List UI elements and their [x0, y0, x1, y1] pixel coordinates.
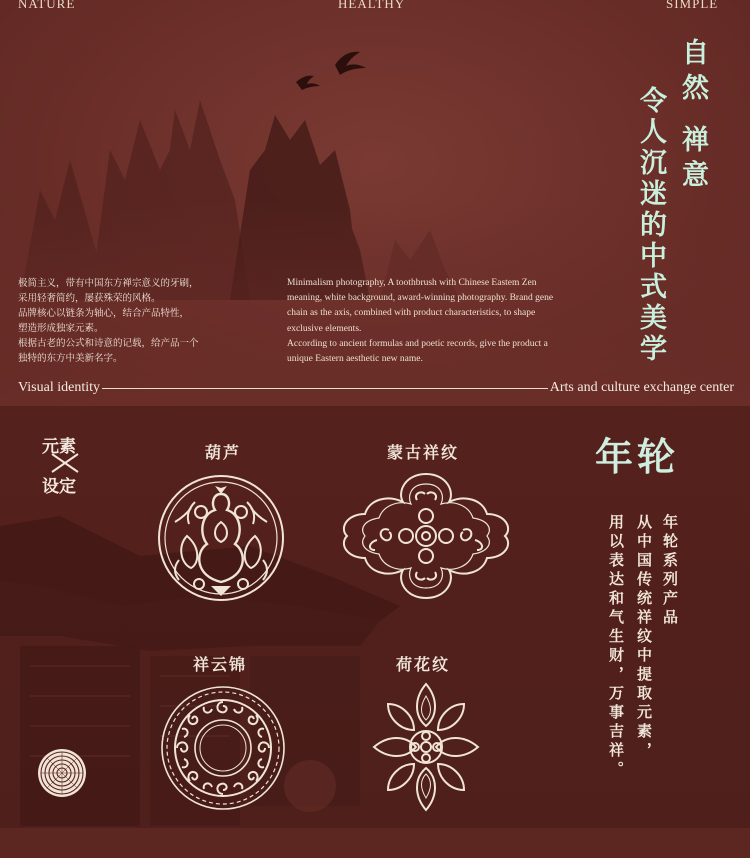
motif-label-lotus: 荷花纹 [396, 655, 451, 674]
intro-en-line: meaning, white background, award-winning photography. Brand gene [287, 293, 554, 304]
intro-cn-line: 极简主义，带有中国东方禅宗意义的牙刷， [18, 278, 199, 289]
intro-cn-line: 塑造形成独家元素。 [18, 323, 104, 334]
intro-en-line: unique Eastern aesthetic new name. [287, 354, 423, 365]
lotus-pattern-icon [372, 682, 480, 812]
cloud-brocade-pattern-icon [160, 685, 286, 811]
divider-label-arts-center: Arts and culture exchange center [549, 380, 734, 395]
gourd-pattern-icon [155, 472, 287, 604]
intro-cn-line: 独特的东方中美新名字。 [18, 353, 123, 364]
intro-en-line: exclusive elements. [287, 323, 362, 334]
motif-label-mongolian: 蒙古祥纹 [387, 443, 460, 462]
intro-cn-line: 根据古老的公式和诗意的记载，给产品一个 [18, 338, 199, 349]
nav-healthy: HEALTHY [338, 0, 406, 11]
bird-icon [296, 52, 366, 90]
logo-text-top: 元素 [42, 437, 76, 457]
motif-label-gourd: 葫芦 [205, 443, 242, 462]
nav-simple: SIMPLE [666, 0, 719, 11]
intro-cn-line: 采用轻奢简约，屡获殊荣的风格。 [18, 293, 161, 304]
series-title: 年轮 [595, 434, 680, 479]
intro-cn-line: 品牌核心以链条为轴心，结合产品特性， [18, 308, 190, 319]
headline-nature-zen: 自然 禅意 [677, 38, 708, 196]
nav-nature: NATURE [18, 0, 76, 11]
motif-label-cloud: 祥云锦 [193, 655, 248, 674]
series-description-col1: 年轮系列产品 [661, 514, 679, 628]
tree-ring-icon [37, 748, 87, 798]
headline-chinese-aesthetic: 令人沉迷的中式美学 [635, 86, 666, 365]
section-divider [18, 378, 734, 398]
bottom-strip [0, 828, 750, 858]
logo-text-bottom: 设定 [42, 477, 76, 497]
intro-en-line: chain as the axis, combined with product characteristics, to shape [287, 308, 536, 319]
divider-label-visual-identity: Visual identity [18, 380, 100, 395]
intro-en-line: According to ancient formulas and poetic records, give the product a [287, 338, 548, 349]
intro-chinese [18, 276, 248, 366]
mongolian-pattern-icon [337, 470, 515, 602]
intro-en-line: Minimalism photography, A toothbrush with Chinese Eastem Zen [287, 278, 537, 288]
cross-icon [50, 452, 80, 474]
series-description-col2: 从中国传统祥纹中提取元素， [635, 514, 653, 761]
series-description-col3: 用以表达和气生财，万事吉祥。 [607, 514, 625, 780]
hero-panel [0, 0, 750, 406]
divider-line [102, 388, 548, 389]
intro-english [287, 276, 617, 367]
